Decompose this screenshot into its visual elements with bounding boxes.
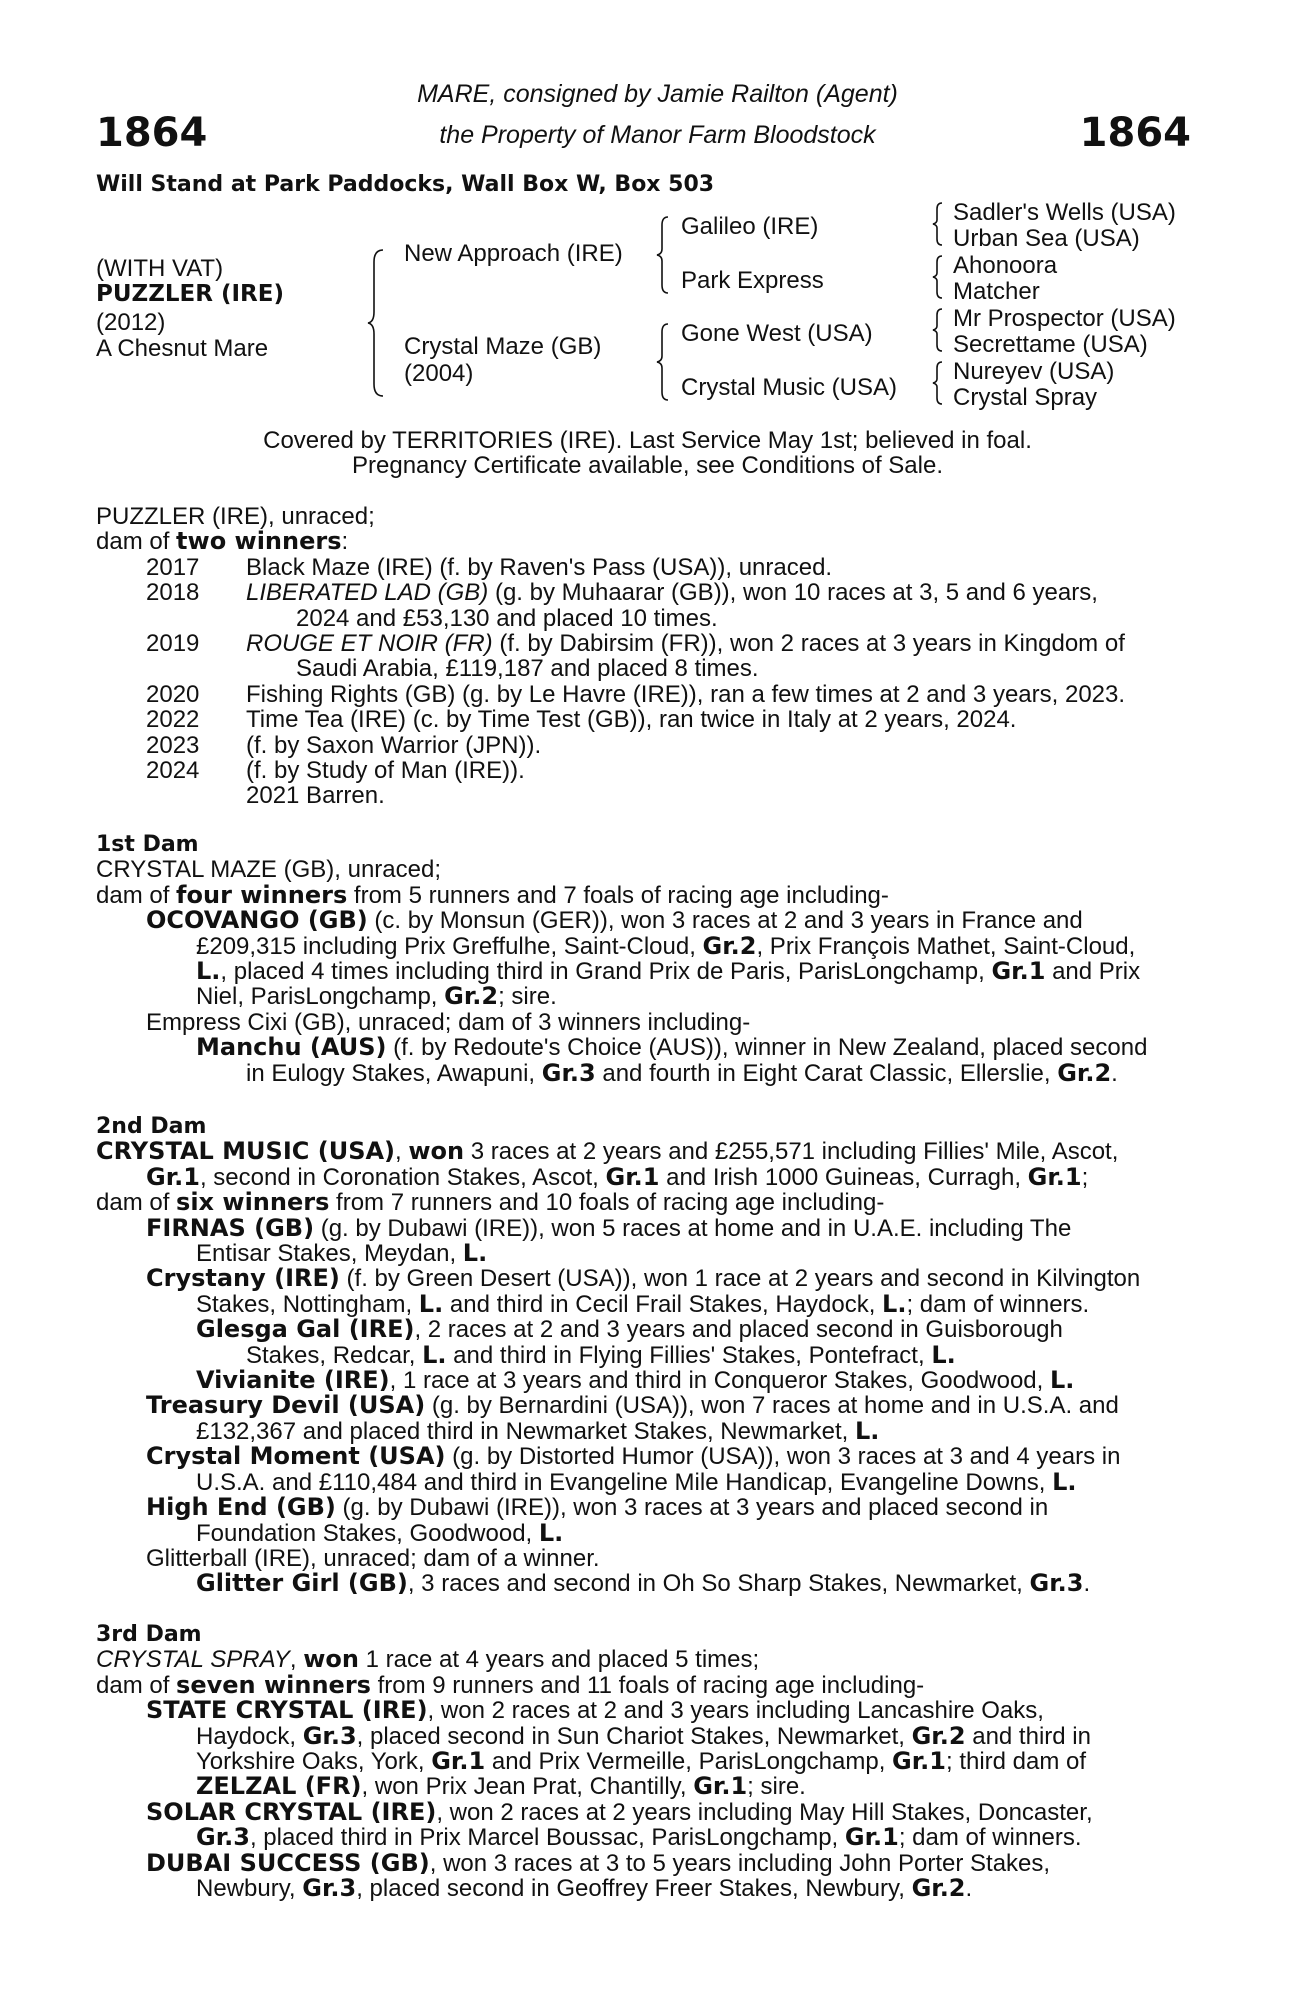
produce-record: [96, 504, 1196, 809]
lot-number-right: 1864: [1079, 110, 1191, 156]
produce-line: CRYSTAL MUSIC (USA), won 3 races at 2 years and £255,571 including Fillies' Mile, Ascot,: [96, 1137, 1119, 1166]
produce-line: in Eulogy Stakes, Awapuni, Gr.3 and fourth in Eight Carat Classic, Ellerslie, Gr.2.: [246, 1058, 1118, 1087]
pedigree-g1: Sadler's Wells (USA): [953, 199, 1176, 226]
produce-line: Niel, ParisLongchamp, Gr.2; sire.: [196, 982, 557, 1011]
first-dam-heading: 1st Dam: [96, 832, 199, 857]
covered-line-2: Pregnancy Certificate available, see Conditions of Sale.: [352, 452, 943, 479]
produce-line: dam of seven winners from 9 runners and 11 foals of racing age including-: [96, 1670, 925, 1699]
first-dam-intro: CRYSTAL MAZE (GB), unraced;: [96, 856, 441, 884]
stand-location: Will Stand at Park Paddocks, Wall Box W, Box 503: [96, 172, 715, 197]
pedigree-g7: Nureyev (USA): [953, 358, 1115, 385]
produce-line: Glesga Gal (IRE), 2 races at 2 and 3 years and placed second in Guisborough: [196, 1315, 1063, 1344]
pedigree-g4: Matcher: [953, 278, 1040, 305]
pedigree-brace-dam: [655, 322, 671, 402]
horse-year: (2012): [96, 309, 166, 336]
pedigree-brace-g3: [931, 307, 945, 353]
pedigree-brace-g2: [931, 254, 945, 300]
produce-line: Manchu (AUS) (f. by Redoute's Choice (AUS)), winner in New Zealand, placed second: [196, 1033, 1148, 1062]
produce-line: High End (GB) (g. by Dubawi (IRE)), won 3 races at 3 years and placed second in: [146, 1493, 1049, 1522]
pedigree-sire-sire: Galileo (IRE): [681, 213, 819, 240]
produce-line: Yorkshire Oaks, York, Gr.1 and Prix Vermeille, ParisLongchamp, Gr.1; third dam of: [196, 1747, 1087, 1776]
produce-row-cont: Saudi Arabia, £119,187 and placed 8 times.: [296, 655, 759, 683]
produce-row: 2020 Fishing Rights (GB) (g. by Le Havre (IRE)), ran a few times at 2 and 3 years, 2023.: [146, 680, 1126, 708]
produce-line: OCOVANGO (GB) (c. by Monsun (GER)), won 3 races at 2 and 3 years in France and: [146, 906, 1083, 935]
produce-row: 2017 Black Maze (IRE) (f. by Raven's Pass (USA)), unraced.: [146, 553, 833, 581]
produce-line: FIRNAS (GB) (g. by Dubawi (IRE)), won 5 races at home and in U.A.E. including The: [146, 1213, 1072, 1242]
pedigree-g3: Ahonoora: [953, 252, 1058, 279]
pedigree-g8: Crystal Spray: [953, 384, 1098, 411]
produce-line: SOLAR CRYSTAL (IRE), won 2 races at 2 years including May Hill Stakes, Doncaster,: [146, 1797, 1093, 1826]
produce-row: 2023 (f. by Saxon Warrior (JPN)).: [146, 731, 542, 759]
pedigree-g6: Secrettame (USA): [953, 331, 1148, 358]
produce-line: Newbury, Gr.3, placed second in Geoffrey Freer Stakes, Newbury, Gr.2.: [196, 1874, 973, 1903]
produce-line: Glitter Girl (GB), 3 races and second in Oh So Sharp Stakes, Newmarket, Gr.3.: [196, 1569, 1091, 1598]
produce-line: Gr.1, second in Coronation Stakes, Ascot, Gr.1 and Irish 1000 Guineas, Curragh, Gr.1;: [146, 1162, 1089, 1191]
first-dam-section: [96, 832, 1196, 1086]
produce-line: DUBAI SUCCESS (GB), won 3 races at 3 to 5 years including John Porter Stakes,: [146, 1848, 1051, 1877]
pedigree-dam-dam: Crystal Music (USA): [681, 374, 898, 401]
pedigree-brace-main: [366, 248, 386, 398]
consignment-line: MARE, consigned by Jamie Railton (Agent): [417, 80, 898, 108]
horse-name: PUZZLER (IRE): [96, 281, 284, 307]
vat-label: (WITH VAT): [96, 255, 224, 282]
produce-row: 2018 LIBERATED LAD (GB) (g. by Muhaarar (GB)), won 10 races at 3, 5 and 6 years,: [146, 579, 1098, 607]
produce-line: STATE CRYSTAL (IRE), won 2 races at 2 and 3 years including Lancashire Oaks,: [146, 1696, 1044, 1725]
horse-description: A Chesnut Mare: [96, 335, 269, 362]
pedigree-g5: Mr Prospector (USA): [953, 305, 1176, 332]
produce-line: CRYSTAL SPRAY, won 1 race at 4 years and placed 5 times;: [96, 1645, 760, 1674]
produce-line: L., placed 4 times including third in Grand Prix de Paris, ParisLongchamp, Gr.1 and Prix: [196, 957, 1141, 986]
covered-line-1: Covered by TERRITORIES (IRE). Last Service May 1st; believed in foal.: [263, 427, 1032, 454]
produce-line: Glitterball (IRE), unraced; dam of a winner.: [146, 1544, 600, 1572]
produce-line: Stakes, Redcar, L. and third in Flying Fillies' Stakes, Pontefract, L.: [246, 1340, 956, 1369]
produce-line: £209,315 including Prix Greffulhe, Saint-Cloud, Gr.2, Prix François Mathet, Saint-Cloud,: [196, 931, 1136, 960]
produce-row-cont: 2024 and £53,130 and placed 10 times.: [296, 604, 718, 632]
lot-number-left: 1864: [96, 110, 208, 156]
second-dam-section: [96, 1114, 1196, 1597]
produce-line: Entisar Stakes, Meydan, L.: [196, 1239, 488, 1268]
produce-line: ZELZAL (FR), won Prix Jean Prat, Chantilly, Gr.1; sire.: [196, 1772, 806, 1801]
pedigree-dam-year: (2004): [404, 360, 474, 387]
first-dam-dam-of: dam of four winners from 5 runners and 7 foals of racing age including-: [96, 880, 889, 909]
produce-line: Crystal Moment (USA) (g. by Distorted Humor (USA)), won 3 races at 3 and 4 years in: [146, 1442, 1121, 1471]
produce-intro: PUZZLER (IRE), unraced;: [96, 503, 375, 530]
pedigree-sire-dam: Park Express: [681, 267, 824, 294]
pedigree-dam-sire: Gone West (USA): [681, 320, 873, 347]
pedigree-brace-sire: [655, 215, 671, 295]
produce-row: 2022 Time Tea (IRE) (c. by Time Test (GB)), ran twice in Italy at 2 years, 2024.: [146, 706, 1017, 734]
third-dam-heading: 3rd Dam: [96, 1622, 202, 1647]
pedigree-brace-g4: [931, 360, 945, 406]
third-dam-section: [96, 1622, 1196, 1901]
produce-line: dam of six winners from 7 runners and 10 foals of racing age including-: [96, 1188, 885, 1217]
produce-line: Vivianite (IRE), 1 race at 3 years and third in Conqueror Stakes, Goodwood, L.: [196, 1366, 1075, 1395]
produce-line: Crystany (IRE) (f. by Green Desert (USA)), won 1 race at 2 years and second in Kilvington: [146, 1264, 1141, 1293]
produce-line: £132,367 and placed third in Newmarket Stakes, Newmarket, L.: [196, 1416, 880, 1445]
produce-row: 2024 (f. by Study of Man (IRE)).: [146, 757, 525, 785]
produce-line: Treasury Devil (USA) (g. by Bernardini (USA)), won 7 races at home and in U.S.A. and: [146, 1391, 1119, 1420]
produce-line: Stakes, Nottingham, L. and third in Cecil Frail Stakes, Haydock, L.; dam of winners.: [196, 1289, 1090, 1318]
produce-line: Haydock, Gr.3, placed second in Sun Chariot Stakes, Newmarket, Gr.2 and third in: [196, 1721, 1091, 1750]
pedigree-brace-g1: [931, 201, 945, 247]
produce-line: U.S.A. and £110,484 and third in Evangeline Mile Handicap, Evangeline Downs, L.: [196, 1467, 1077, 1496]
produce-row: 2019 ROUGE ET NOIR (FR) (f. by Dabirsim (FR)), won 2 races at 3 years in Kingdom of: [146, 630, 1125, 658]
produce-line: Gr.3, placed third in Prix Marcel Boussac, ParisLongchamp, Gr.1; dam of winners.: [196, 1823, 1082, 1852]
pedigree-dam: Crystal Maze (GB): [404, 333, 602, 360]
pedigree-sire: New Approach (IRE): [404, 240, 623, 267]
produce-line: Empress Cixi (GB), unraced; dam of 3 winners including-: [146, 1008, 751, 1036]
second-dam-heading: 2nd Dam: [96, 1114, 207, 1139]
pedigree-g2: Urban Sea (USA): [953, 225, 1140, 252]
produce-row: 2021 Barren.: [246, 782, 385, 810]
produce-line: Foundation Stakes, Goodwood, L.: [196, 1518, 564, 1547]
produce-dam-of: dam of two winners:: [96, 527, 349, 556]
property-line: the Property of Manor Farm Bloodstock: [439, 121, 876, 149]
